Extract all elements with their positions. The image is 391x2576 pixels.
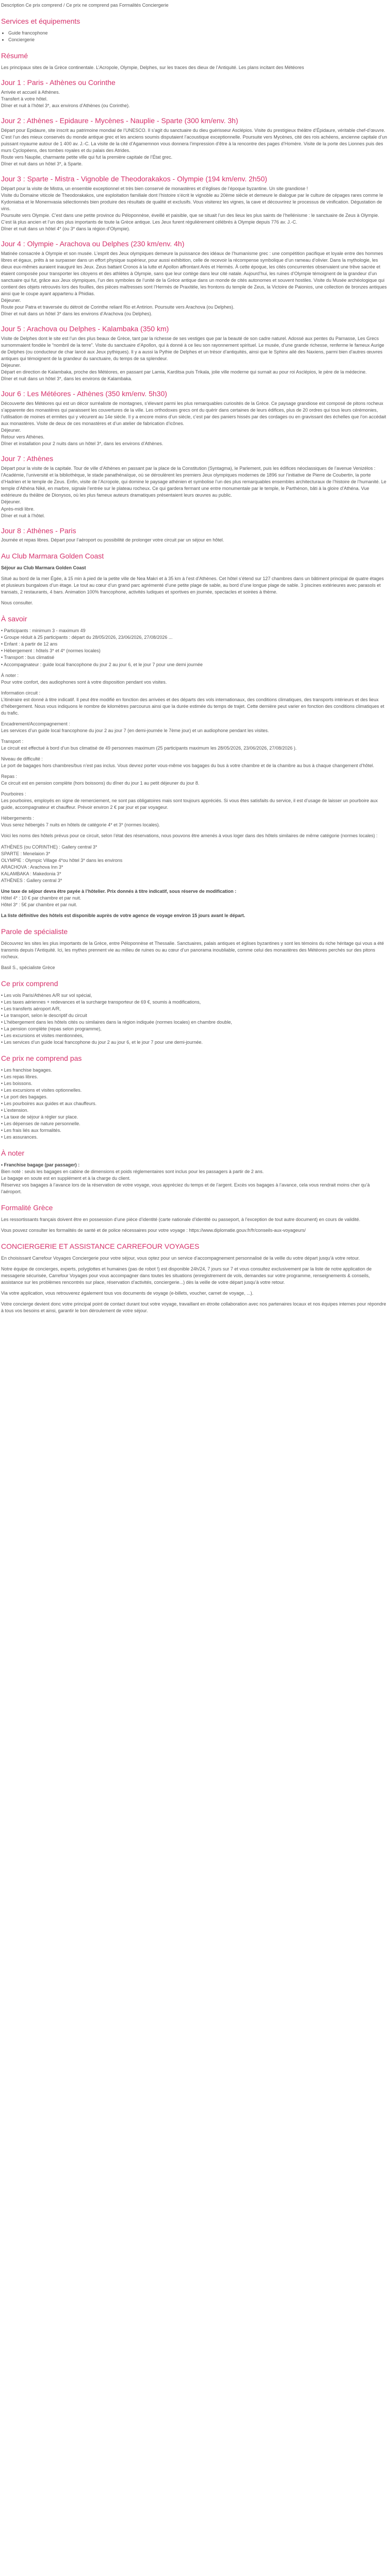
services-section bbox=[1, 17, 388, 43]
note-text: Les services d’un guide local francophone du jour 2 au jour 7 (en demi-journée le 7ème jour) et un audiophone pendant les visites. bbox=[1, 727, 269, 733]
day-line: Poursuite vers Olympie. C’est dans une petite province du Péloponnèse, éveillé et paisible, que se situait l’un des lieux les plus saints de l’hellénisme : le sanctuaire de Zeus à Olympie. C’est là plus ancien et l’un des plus importants de toute la Grèce antique. Les Jeux furent régulièrement célébrés à Olympie depuis 776 av. J.-C. bbox=[1, 212, 379, 225]
note-block bbox=[1, 773, 388, 787]
note-block bbox=[1, 756, 388, 769]
day-block bbox=[1, 175, 388, 232]
note-text: L’itinéraire est donné à titre indicatif. Il peut être modifié en fonction des arrivées et des départs des vols internationaux, des conditions climatiques, des transports intérieurs et des lieux d’hébergement. Nous vous indiquons le nombre de kilomètres parcourus ainsi que la durée estimée du temps de trajet. Cette dernière peut varier en fonction des conditions climatiques et du trafic. bbox=[1, 697, 384, 716]
itinerary-section bbox=[1, 78, 388, 544]
note-label: Pourboires : bbox=[1, 791, 26, 797]
a-savoir-bullets bbox=[1, 628, 388, 668]
hotel-item: ARACHOVA : Arachova Inn 3* bbox=[1, 864, 63, 870]
list-item: • Les excursions et visites mentionnées, bbox=[1, 1033, 84, 1039]
list-item: • Le transport, selon le descriptif du circuit bbox=[1, 1012, 87, 1018]
note-block bbox=[1, 672, 388, 686]
list-item: • Guide francophone bbox=[8, 30, 388, 37]
day-block bbox=[1, 454, 388, 519]
note-block bbox=[1, 690, 388, 717]
day-line: Dîner et nuit dans un hôtel 3*, à Sparte. bbox=[1, 161, 83, 166]
hotel-item: OLYMPIE : Olympic Village 4*ou hôtel 3* dans les environs bbox=[1, 857, 123, 863]
day-line: Départ en direction de Kalambaka, proche des Météores, en passant par Lamia, Karditsa puis Trikala, jolie ville moderne qui surnait au pour roi Asclépios, le père de la médecine. bbox=[1, 369, 367, 375]
hotel-item: ATHÈNES (ou CORINTHE) : Gallery central 3* bbox=[1, 844, 97, 850]
list-item: • Hébergement : hôtels 3* et 4* (normes locales) bbox=[1, 648, 101, 654]
note-block bbox=[1, 833, 388, 839]
prix-ne-comprend-title: Ce prix ne comprend pas bbox=[1, 1054, 82, 1063]
day-line: Départ pour la visite de Mistra, un ensemble exceptionnel et très bien conservé de monastères et d’églises de l’époque byzantine. Un site grandiose ! bbox=[1, 185, 308, 191]
note-text: Pour votre confort, des audiophones sont à votre disposition pendant vos visites. bbox=[1, 679, 167, 685]
list-item: • Les transferts aéroport A/R, bbox=[1, 1006, 61, 1011]
resume-paragraph: Les principaux sites de la Grèce continentale. L’Acropole, Olympie, Delphes, sur les traces des dieux de l’Antiquité. Les plans incitant des Météores bbox=[1, 64, 304, 70]
list-item: • Les services d’un guide local francophone du jour 2 au jour 6, et le jour 7 pour une demi-journée. bbox=[1, 1040, 203, 1045]
day-line: Dîner et nuit dans un hôtel 3*, dans les environs de Kalambaka. bbox=[1, 376, 133, 382]
conciergerie-title: CONCIERGERIE ET ASSISTANCE CARREFOUR VOYAGES bbox=[1, 1242, 200, 1251]
conciergerie-paragraph: Via votre application, vous retrouverez également tous vos documents de voyage (e-billets, voucher, carnet de voyage, ...). bbox=[1, 1291, 254, 1296]
day-line: Transfert à votre hôtel. bbox=[1, 96, 48, 101]
day-line: Dîner et installation pour 2 nuits dans un hôtel 3*, dans les environs d’Athènes. bbox=[1, 441, 164, 447]
tax-line: Hôtel 4* : 10 € par chambre et par nuit. bbox=[1, 895, 82, 901]
note-label: À noter : bbox=[1, 672, 19, 678]
formalites-paragraph: Vous pouvez consulter les formalités de santé et de police nécessaires pour votre voyage : https://www.diplomatie.gouv.fr/fr/conseils-aux-voyageurs/ bbox=[1, 1228, 306, 1233]
prix-comprend-section bbox=[1, 979, 388, 1046]
a-noter-line: Le bagage en soute est en supplément et à la charge du client. bbox=[1, 1176, 131, 1181]
day-title: Jour 2 : Athènes - Epidaure - Mycènes - Nauplie - Sparte (300 km/env. 3h) bbox=[1, 116, 238, 125]
parole-signature: Basil S., spécialiste Grèce bbox=[1, 964, 55, 970]
list-item: • Les assurances. bbox=[1, 1134, 38, 1140]
day-line: Départ pour la visite de la capitale. Tour de ville d’Athènes en passant par la place de la Constitution (Syntagma), le Parlement, puis les édifices néoclassiques de l’avenue Venizélos : l’Académie, l’université et la bibliothèque, le stade panathénaïque, où se déroulèrent les premiers Jeux olympiques modernes de 1896 sur l’initiative de Pierre de Coubertin, la porte d’Hadrien et le temple de Zeus. Enfin, visite de l’Acropole, qui domine le paysage athénien et symbolise l’un des plus remarquables ensembles architecturaux de l’histoire de l’humanité. Le temple d’Athéna Niké, en marbre, signale l’entrée sur le plateau rocheux. Ce qui gardera fermant une entre monumentale par le temple, le Parthénon, bâti à la gloire d’Athéna. Vue extérieure du théâtre de Dionysos, où les plus fameux auteurs dramatiques présentaient leurs œuvres au public. bbox=[1, 466, 386, 498]
day-line: Déjeuner. bbox=[1, 298, 21, 303]
hotel-item: SPARTE : Menelaion 3* bbox=[1, 851, 51, 856]
list-item: • L’extension. bbox=[1, 1108, 29, 1113]
tax-block bbox=[1, 888, 388, 908]
list-item: • Les vols Paris/Athènes A/R sur vol spécial, bbox=[1, 992, 92, 998]
note-text: Vous serez hébergés 7 nuits en hôtels de catégorie 4* et 3* (normes locales). bbox=[1, 822, 160, 828]
day-block bbox=[1, 527, 388, 544]
conciergerie-section bbox=[1, 1242, 388, 1314]
a-savoir-title: À savoir bbox=[1, 615, 27, 623]
a-noter-section bbox=[1, 1149, 388, 1195]
club-title: Au Club Marmara Golden Coast bbox=[1, 552, 104, 561]
club-section bbox=[1, 552, 388, 606]
note-block bbox=[1, 815, 388, 828]
day-line: Route pour Patra et traversée du détroit de Corinthe reliant Rio et Antirion. Poursuite vers Arachova (ou Delphes). bbox=[1, 304, 235, 310]
parole-title: Parole de spécialiste bbox=[1, 927, 68, 936]
list-item: • Transport : bus climatisé bbox=[1, 655, 55, 660]
day-line: Dîner et nuit à l’hôtel 3*, aux environs d’Athènes (ou Corinthe). bbox=[1, 103, 130, 108]
services-list bbox=[1, 30, 388, 43]
note-label: Information circuit : bbox=[1, 690, 41, 696]
list-item: • Groupe réduit à 25 participants : départ du 28/05/2026, 23/06/2026, 27/08/2026 ... bbox=[1, 635, 173, 640]
day-title: Jour 4 : Olympie - Arachova ou Delphes (230 km/env. 4h) bbox=[1, 239, 185, 248]
a-noter-line: Bien noté : seuls les bagages en cabine de dimensions et poids réglementaires sont inclus pour les passagers à partir de 2 ans. bbox=[1, 1169, 264, 1175]
day-line: Retour vers Athènes. bbox=[1, 434, 45, 440]
note-text: Le circuit est effectué à bord d’un bus climatisé de 49 personnes maximum (25 participants maximum les 28/05/2026, 23/06/2026, 27/08/2026 ). bbox=[1, 745, 297, 751]
list-item: • Les taxes aériennes + redevances et la surcharge transporteur de 69 €, soumis à modifications, bbox=[1, 999, 201, 1005]
day-block bbox=[1, 240, 388, 317]
prix-ne-comprend-section bbox=[1, 1054, 388, 1141]
note-block bbox=[1, 721, 388, 734]
day-line: Déjeuner. bbox=[1, 428, 21, 433]
club-subtitle: Séjour au Club Marmara Golden Coast bbox=[1, 565, 86, 571]
day-line: Déjeuner. bbox=[1, 363, 21, 368]
club-paragraph: Nous consulter. bbox=[1, 600, 34, 606]
day-line: Matinée consacrée à Olympie et son musée. L’esprit des Jeux olympiques demeure la puissance des idéaux de l’humanisme grec : une compétition pacifique et loyale entre des hommes libres et égaux, prêts à se surpasser dans un effort physique supérieur, pour aussi exhibition, celle de recevoir la récompense symbolique d’un rameau d’olivier. Dans la mythologie, les dieux eux-mêmes auraient inauguré les Jeux. Zeus battant Cronos à la lutte et Apollon affrontant Arès et Hermès. À cette époque, les cités concurrentes observaient une trêve sacrée et étaient composée pour transporter les citoyens et des athlètes à Olympie, sans que leur cortège dans leur cité natale. Aujourd’hui, les ruines d’Olympie témoignent de la grandeur d’un sanctuaire qui fut, grâce aux Jeux olympiques, l’un des symboles de l’unité de la Grèce antique dans un monde de cités autonomes et souvent hostiles. Visite du Musée archéologique qui contient des objets retrouvés lors des fouilles, des pièces maîtresses sont l’Hermès de Praxitèle, les frontons du temple de Zeus, la Victoire de Paionios, une collection de bronzes antiques ainsi que le coupe ayant appartenu à Phidias. bbox=[1, 250, 387, 296]
a-savoir-section bbox=[1, 615, 388, 919]
day-title: Jour 8 : Athènes - Paris bbox=[1, 526, 76, 535]
resume-title: Résumé bbox=[1, 51, 28, 60]
list-item: • La pension complète (repas selon programme), bbox=[1, 1026, 102, 1031]
note-block bbox=[1, 791, 388, 811]
day-title: Jour 3 : Sparte - Mistra - Vignoble de Theodorakakos - Olympie (194 km/env. 2h50) bbox=[1, 174, 267, 183]
note-label: Niveau de difficulté : bbox=[1, 756, 43, 762]
note-text: Le port de bagages hors chambres/bus n’est pas inclus. Vous devrez porter vous-même vos bagages du bus à votre chambre et de la chambre au bus à chaque changement d’hôtel. bbox=[1, 763, 374, 769]
day-title: Jour 5 : Arachova ou Delphes - Kalambaka (350 km) bbox=[1, 325, 169, 333]
tab-navigation-line: Description Ce prix comprend / Ce prix ne comprend pas Formalités Conciergerie bbox=[1, 3, 169, 8]
list-item: • La taxe de séjour à régler sur place. bbox=[1, 1114, 78, 1120]
list-item: • Les franchise bagages. bbox=[1, 1067, 52, 1073]
list-item: • Les repas libres. bbox=[1, 1074, 38, 1079]
conciergerie-paragraph: Notre équipe de concierges, experts, polyglottes et humaines (pas de robot !) est disponible 24h/24, 7 jours sur 7 et vous consultez exclusivement par la liste de notre application de messagerie sécurisée, Carrefour Voyages pour vous accompagner dans toutes les situations (enregistrement de vols, demandes sur votre programme, renseignements & conseils, assistance sur les problèmes rencontrés sur place, réservation d’activités, conciergerie...) dès la veille de votre départ jusqu’à votre retour. bbox=[1, 1266, 372, 1285]
a-noter-line: • Franchise bagage (par passager) : bbox=[1, 1162, 80, 1168]
formalites-section bbox=[1, 1204, 388, 1234]
list-item: • Conciergerie bbox=[8, 37, 388, 43]
conciergerie-paragraph: Votre concierge devient donc votre principal point de contact durant tout votre voyage, travaillant en étroite collaboration avec nos partenaires locaux et nos équipes internes pour répondre à tous vos besoins et ainsi, garantir le bon déroulement de votre séjour. bbox=[1, 1301, 386, 1314]
day-title: Jour 7 : Athènes bbox=[1, 454, 54, 463]
note-label: Encadrement/Accompagnement : bbox=[1, 721, 70, 726]
list-item: • L’hébergement dans les hôtels cités ou similaires dans la région indiquée (normes locales) en chambre double, bbox=[1, 1019, 232, 1025]
list-item: • Participants : minimum 3 - maximum 49 bbox=[1, 628, 86, 634]
list-item: • Les boissons. bbox=[1, 1081, 32, 1087]
hotel-item: KALAMBAKA : Makedonia 3* bbox=[1, 871, 61, 876]
day-line: Visite du Domaine viticole de Theodorakakos, une exploitation familiale dont l’histoire s’écrit le vignoble au 20ème siècle et demeure le dialogue par le culture de cépages rares comme le Kydoniatsa et le Monemvasia sélectionnés bien produire des résultats de qualité et exclusifs. Vous visiterez les vignes, la cave et découvrirez le processus de vinification. Dégustation de vins. bbox=[1, 192, 383, 211]
club-paragraph: Situé au bord de la mer Égée, à 15 min à pied de la petite ville de Nea Makri et à 35 km à l’est d’Athènes. Cet hôtel s’étend sur 127 chambres dans un bâtiment principal de quatre étages et plusieurs bungalows d’un étage. Le tout au cœur d’un grand parc agrémenté d’une petite plage de sable, au bord d’une longue plage de sable. 3 piscines extérieures avec parasols et transats, 2 restaurants, 4 bars. Animation 100% francophone, activités ludiques et sportives en journée, spectacles et soirées à thème. bbox=[1, 576, 384, 595]
day-block bbox=[1, 116, 388, 167]
note-text: Les pourboires, employés en signe de remerciement, ne sont pas obligatoires mais sont toujours appréciés. Si vous êtes satisfaits du service, il est d’usage de laisser un pourboire aux guide, accompagnateur et chauffeur. Prévoir environ 2 € par jour et par voyageur. bbox=[1, 798, 378, 810]
tax-line: Hôtel 3* : 5€ par chambre et par nuit. bbox=[1, 902, 77, 907]
day-line: Dîner et nuit à l’hôtel. bbox=[1, 513, 45, 518]
tax-heading: Une taxe de séjour devra être payée à l’hôtelier. Prix donnés à titre indicatif, sous réserve de modification : bbox=[1, 888, 237, 894]
day-block bbox=[1, 389, 388, 447]
list-item: • Les excursions et visites optionnelles. bbox=[1, 1088, 82, 1093]
day-line: Départ pour Epidaure, site inscrit au patrimoine mondial de l’UNESCO. Il s’agit du sanctuaire du dieu guérisseur Asclépios. Visite du prestigieux théâtre d’Épidaure, véritable chef-d’œuvre. C’est l’un des mieux conservés du monde antique grec et les anciens soumis disputaient l’acoustique exceptionnelle. Poursuite vers Mycènes, cité des rois achéens, ancienne capitale d’un puissant royaume autour de 1 400 av. J.-C. La visite de la cité d’Agamemnon vous donnera l’impression d’être à la rencontre des pages d’Homère. Visite de la porte des Lionnes puis des murs Cyclopéens, des tombes royales et du palais des Atrides. bbox=[1, 127, 387, 153]
hotel-list bbox=[1, 844, 388, 884]
day-block bbox=[1, 78, 388, 109]
hotel-item: ATHÈNES : Gallery central 3* bbox=[1, 877, 62, 883]
formalites-paragraph: Les ressortissants français doivent être en possession d’une pièce d’identité (carte nationale d’identité ou passeport, à l’exception de tout autre document) en cours de validité. bbox=[1, 1217, 361, 1223]
day-line: Arrivée et accueil à Athènes. bbox=[1, 89, 60, 95]
list-item: • Le port des bagages. bbox=[1, 1094, 48, 1100]
day-line: Dîner et nuit dans un hôtel 4* (ou 3* dans la région d’Olympie). bbox=[1, 226, 131, 231]
day-line: Après-midi libre. bbox=[1, 506, 35, 512]
a-noter-title: À noter bbox=[1, 1149, 25, 1158]
parole-section bbox=[1, 927, 388, 971]
services-title: Services et équipements bbox=[1, 17, 80, 26]
hotel-list-note: La liste définitive des hôtels est disponible auprès de votre agence de voyage environ 15 jours avant le départ. bbox=[1, 912, 246, 918]
list-item: • Les frais liés aux formalités. bbox=[1, 1128, 61, 1133]
day-line: Route vers Nauplie, charmante petite ville qui fut la première capitale de l’État grec. bbox=[1, 154, 173, 160]
prix-comprend-title: Ce prix comprend bbox=[1, 979, 58, 988]
day-line: Déjeuner. bbox=[1, 499, 21, 505]
resume-section bbox=[1, 52, 388, 71]
day-block bbox=[1, 325, 388, 382]
day-title: Jour 1 : Paris - Athènes ou Corinthe bbox=[1, 78, 116, 87]
day-line: Journée et repas libres. Départ pour l’aéroport ou possibilité de prolonger votre circuit par un séjour en hôtel. bbox=[1, 537, 224, 543]
conciergerie-paragraph: En choisissant Carrefour Voyages Conciergerie pour votre séjour, vous optez pour un service d’accompagnement personnalisé de la veille du votre départ jusqu’à votre retour. bbox=[1, 1256, 360, 1261]
list-item: • Enfant : à partir de 12 ans bbox=[1, 641, 58, 647]
note-label: Hébergements : bbox=[1, 816, 35, 821]
day-line: Dîner et nuit dans un hôtel 3* dans les environs d’Arachova (ou Delphes). bbox=[1, 311, 153, 317]
note-label: Repas : bbox=[1, 774, 18, 779]
parole-paragraph: Découvrez les sites les plus importants de la Grèce, entre Péloponnèse et Thessalie. Sanctuaires, palais antiques et églises byzantines y sont les témoins du riche héritage qui vous a été transmis depuis l’Antiquité. Ici, les mythes prennent vie au milieu de ruines ou au cœur d’un panorama inoubliable, comme celui des monastères des Météores perchés sur des pitons rocheux. bbox=[1, 940, 384, 959]
list-item: • Accompagnateur : guide local francophone du jour 2 au jour 6, et le jour 7 pour une demi journée bbox=[1, 662, 203, 667]
day-title: Jour 6 : Les Météores - Athènes (350 km/env. 5h30) bbox=[1, 389, 167, 398]
list-item: • Les dépenses de nature personnelle. bbox=[1, 1121, 80, 1127]
day-line: Visite de Delphes dont le site est l’un des plus beaux de Grèce, tant par la richesse de ses vestiges que par la beauté de son cadre naturel. Adossé aux pentes du Parnasse, Les Grecs surnommaient fondée le “nombril de la terre”. Visite du sanctuaire d’Apollon, qui à donné à ce lieu son rayonnement spirituel. Le musée, d’une grande richesse, renferme le fameux Aurige de Delphes (ou conducteur de char lancé aux Jeux pythiques). Il y a aussi la Pythie de Delphes et un trésor d’antiquités, ainsi que le Sphinx ailé des Naxiens, parmi bien d’autres œuvres antiques qui témoignent de la grandeur du sanctuaire, du temps de sa splendeur. bbox=[1, 335, 384, 362]
note-label: Transport : bbox=[1, 738, 24, 744]
list-item: • Les pourboires aux guides et aux chauffeurs. bbox=[1, 1101, 97, 1107]
note-text: Ce circuit est en pension complète (hors boissons) du dîner du jour 1 au petit déjeuner du jour 8. bbox=[1, 781, 200, 786]
formalites-title: Formalité Grèce bbox=[1, 1204, 53, 1212]
day-line: Découverte des Météores qui est un décor surréaliste de montagnes, s’élevant parmi les plus remarquables curiosités de la Grèce. Ce paysage grandiose est composé de pitons rocheux s’apparente des monastères qui paraissent les couvertures de la ville. Les orthodoxes grecs ont du quérir dans certaines de leurs édifices, plus de 20 ordres qui tous leurs cérémonies, l’utilisation de moines et ermites qui y vécurent au 14e siècle. Il y a encore moins d’un siècle, c’est par des paniers hissés par des cordages ou en gravissant des échelles que l’on accédait aux monastères. Visite de deux de ces monastères et d’un atelier de fabrication d’icônes. bbox=[1, 401, 386, 427]
note-block bbox=[1, 738, 388, 752]
note-text: Voici les noms des hôtels prévus pour ce circuit, selon l’état des réservations, nous pouvons être amenés à vous loger dans des hôtels similaires de même catégorie (normes locales) : bbox=[1, 833, 378, 839]
a-noter-line: Réservez vos bagages à l’avance lors de la réservation de votre voyage, vous appréciez du temps et de l’argent. Excès vos bagages à l’avance, cela vous rendrait moins cher qu’à l’aéroport. bbox=[1, 1182, 370, 1195]
